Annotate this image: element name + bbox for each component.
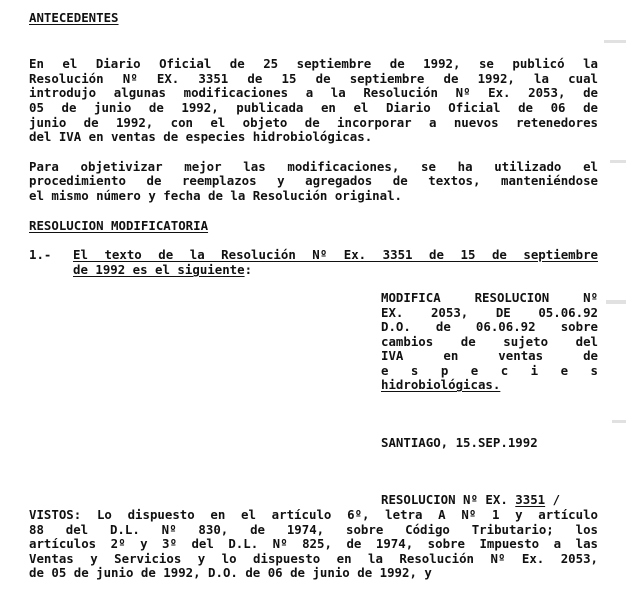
heading-resolucion-modificatoria: RESOLUCION MODIFICATORIA <box>29 218 209 233</box>
summary-line: IVA en ventas de <box>381 348 598 363</box>
resolution-number-line <box>381 493 560 507</box>
vistos-line: de 05 de junio de 1992, D.O. de 06 de junio de 1992, y <box>29 565 432 580</box>
vistos-line: artículos 2º y 3º del D.L. Nº 825, de 1974, sobre Impuesto a las <box>29 536 598 551</box>
para2-line: el mismo número y fecha de la Resolución original. <box>29 188 402 203</box>
place-date: SANTIAGO, 15.SEP.1992 <box>381 435 538 450</box>
scan-artifact <box>604 40 626 43</box>
para1-line: En el Diario Oficial de 25 septiembre de 1992, se publicó la <box>29 56 598 71</box>
resolution-suffix: / <box>552 492 561 507</box>
summary-line: e s p e c i e s <box>381 363 598 378</box>
para2-line: Para objetivizar mejor las modificaciones, se ha utilizado el <box>29 159 598 174</box>
summary-line: EX. 2053, DE 05.06.92 <box>381 305 598 320</box>
resolution-number: 3351 <box>515 492 546 507</box>
summary-line: MODIFICA RESOLUCION Nº <box>381 290 598 305</box>
summary-line: D.O. de 06.06.92 sobre <box>381 319 598 334</box>
item1-colon: : <box>244 262 253 277</box>
item1-heading-line2 <box>73 263 252 277</box>
para1-line: del IVA en ventas de especies hidrobiológicas. <box>29 129 373 144</box>
vistos-line <box>29 508 598 522</box>
item1-heading-line2-text: de 1992 es el siguiente <box>73 262 245 277</box>
scan-artifact <box>610 160 626 163</box>
para1-line: 05 de junio de 1992, publicada en el Diario Oficial de 06 de <box>29 100 598 115</box>
item1-heading-line1: El texto de la Resolución Nº Ex. 3351 de 15 de septiembre <box>73 247 598 262</box>
item-number: 1.- <box>29 247 52 262</box>
scan-artifact <box>606 300 626 304</box>
vistos-label: VISTOS: <box>29 507 82 522</box>
summary-line: cambios de sujeto del <box>381 334 598 349</box>
para1-line: Resolución Nº EX. 3351 de 15 de septiembre de 1992, la cual <box>29 71 598 86</box>
para1-line: junio de 1992, con el objeto de incorporar a nuevos retenedores <box>29 115 598 130</box>
heading-antecedentes: ANTECEDENTES <box>29 10 119 25</box>
resolution-label: RESOLUCION Nº EX. <box>381 492 508 507</box>
vistos-line: 88 del D.L. Nº 830, de 1974, sobre Código Tributario; los <box>29 522 598 537</box>
vistos-line1-text: Lo dispuesto en el artículo 6º, letra A Nº 1 y artículo <box>96 507 598 522</box>
para1-line: introdujo algunas modificaciones a la Resolución Nº Ex. 2053, de <box>29 85 598 100</box>
vistos-line: Ventas y Servicios y lo dispuesto en la Resolución Nº Ex. 2053, <box>29 551 598 566</box>
para2-line: procedimiento de reemplazos y agregados de textos, manteniéndose <box>29 173 598 188</box>
scan-artifact <box>612 420 626 423</box>
summary-line: hidrobiológicas. <box>381 377 501 392</box>
